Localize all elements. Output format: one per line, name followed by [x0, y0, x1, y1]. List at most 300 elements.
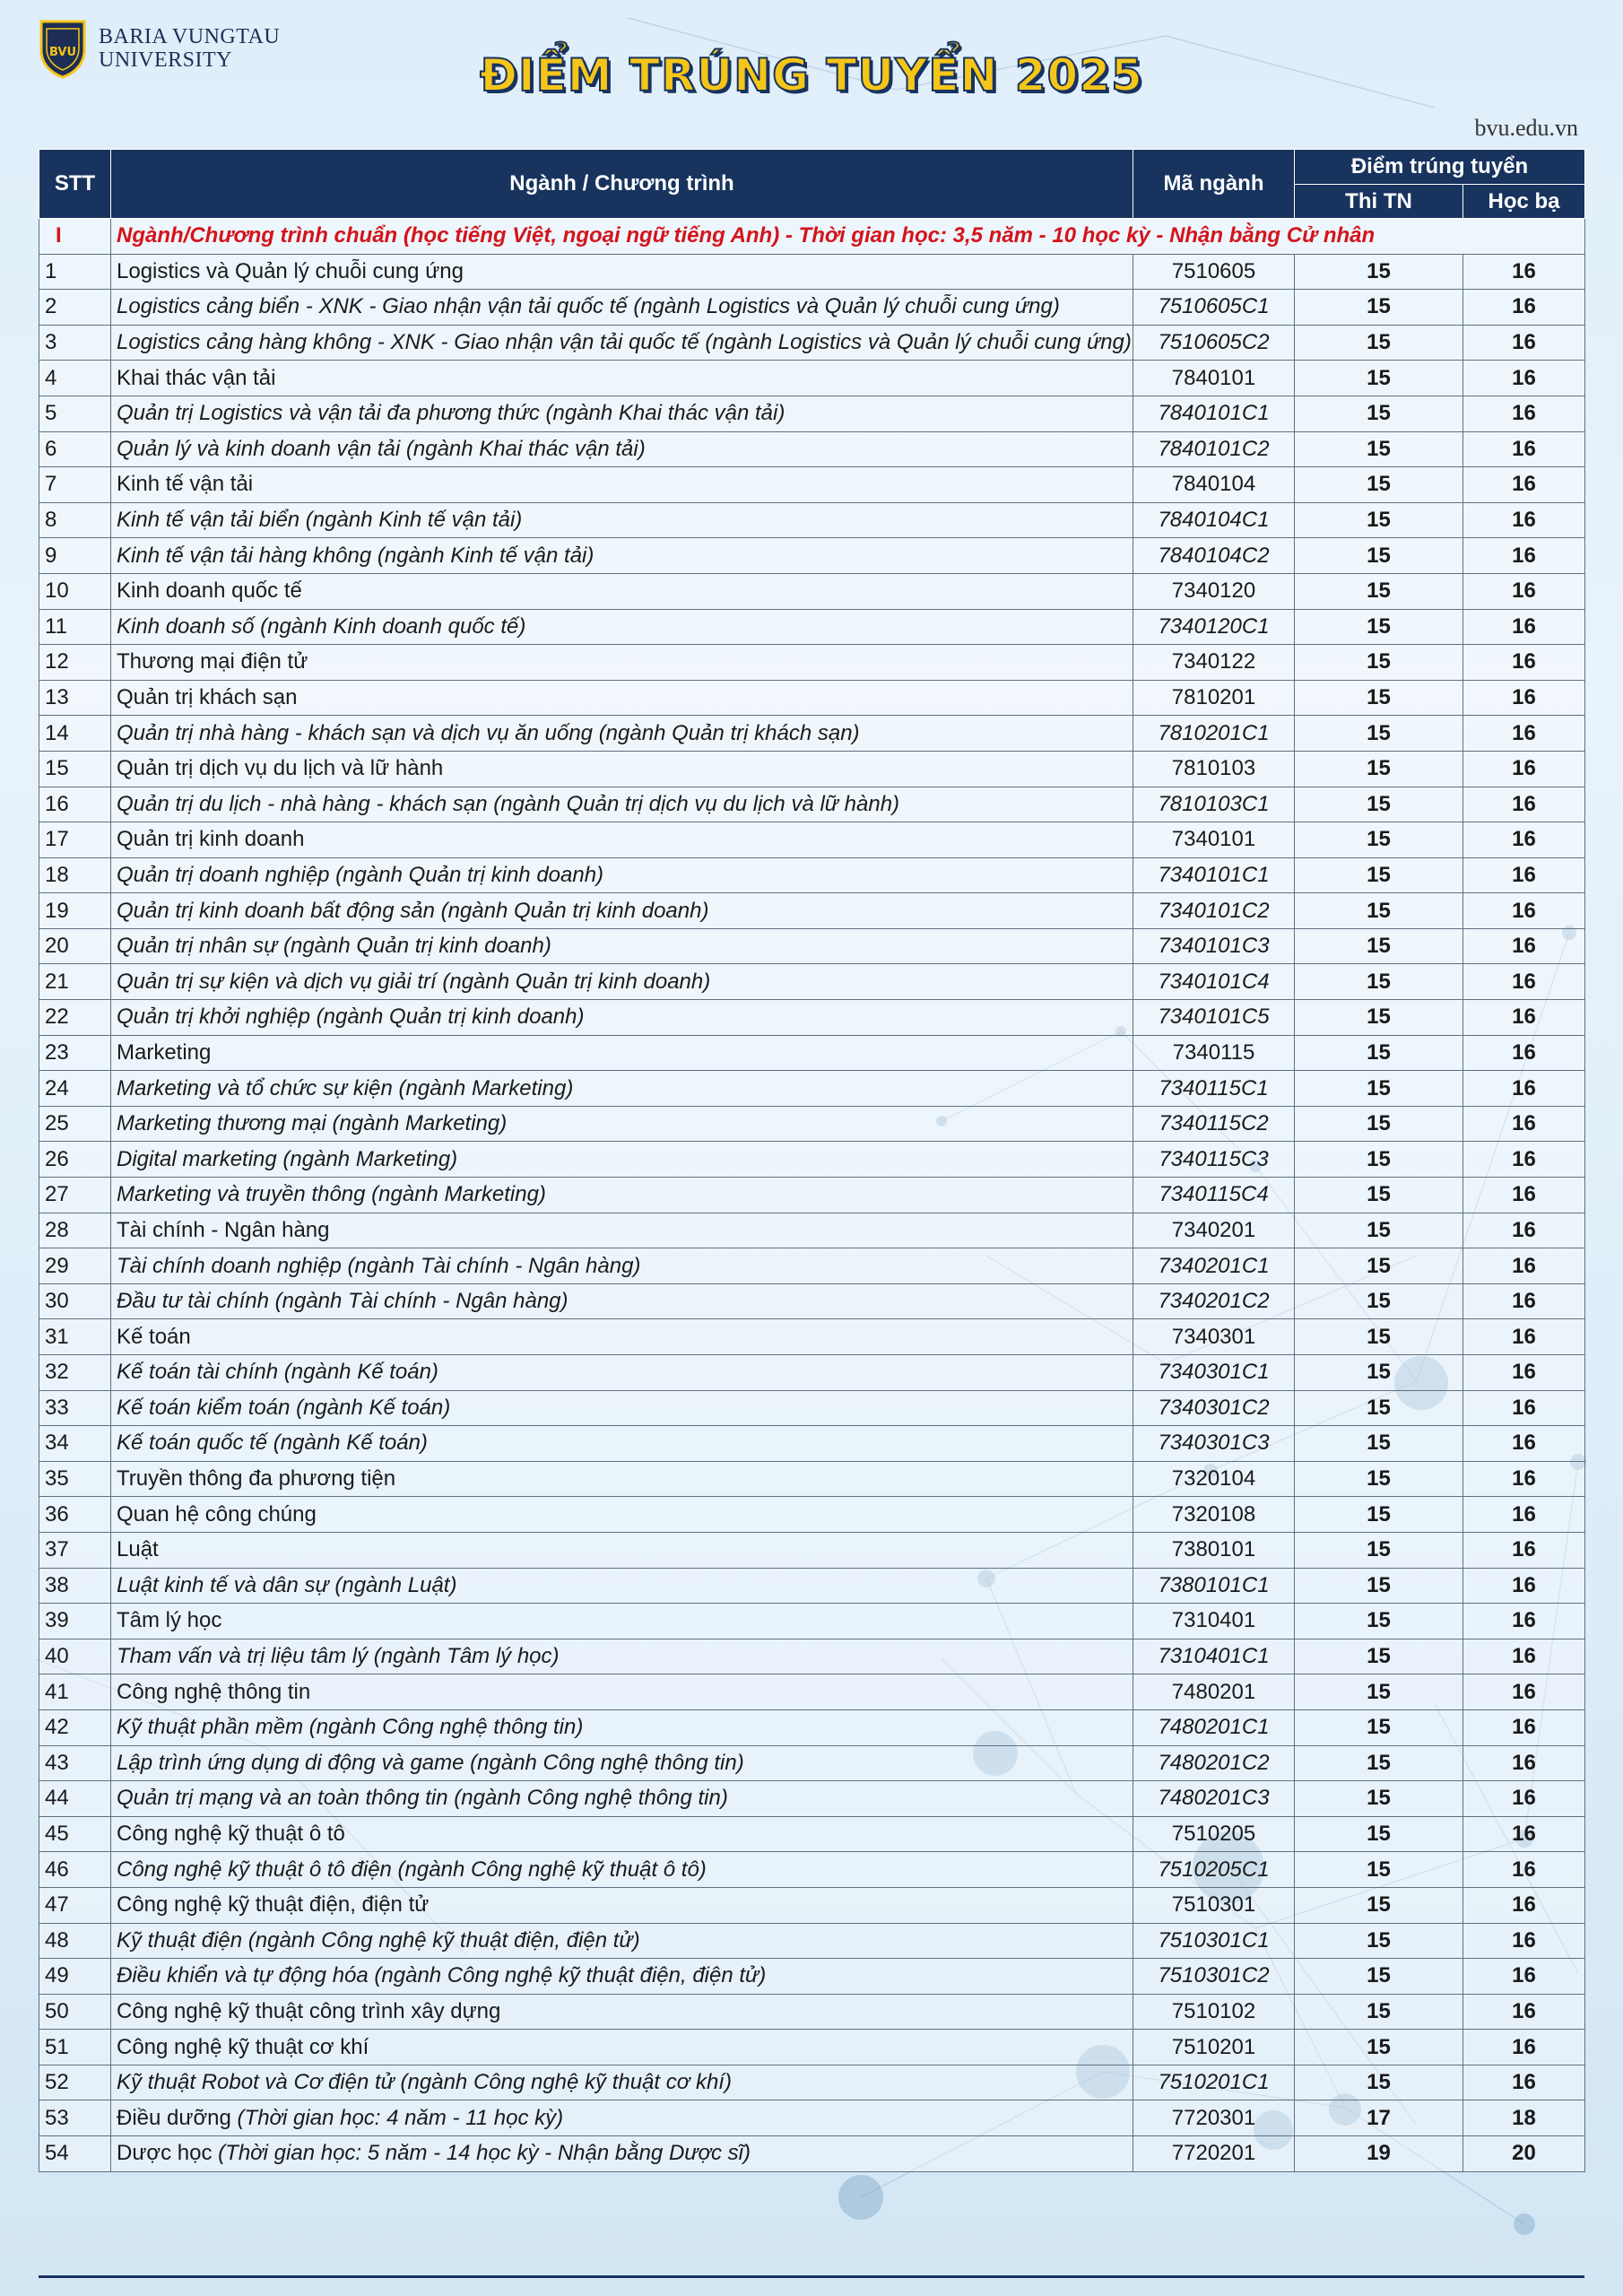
row-number: 48: [39, 1923, 111, 1959]
program-code: 7380101C1: [1133, 1568, 1295, 1604]
table-row: [39, 645, 1585, 681]
row-number: 15: [39, 751, 111, 787]
score-hoc-ba: 16: [1463, 1071, 1585, 1107]
score-thi-tn: 15: [1295, 396, 1463, 431]
program-code: 7840101C2: [1133, 431, 1295, 467]
row-number: 1: [39, 254, 111, 290]
score-thi-tn: 15: [1295, 822, 1463, 858]
table-row: [39, 964, 1585, 1000]
row-number: 29: [39, 1248, 111, 1284]
table-row: [39, 680, 1585, 716]
program-name: Quản trị kinh doanh bất động sản (ngành Quản trị kinh doanh): [111, 893, 1133, 929]
table-row: [39, 325, 1585, 361]
score-thi-tn: 15: [1295, 1994, 1463, 2030]
program-name: Quan hệ công chúng: [111, 1497, 1133, 1533]
program-code: 7340115C2: [1133, 1106, 1295, 1142]
score-thi-tn: 15: [1295, 1816, 1463, 1852]
program-name: Quản trị du lịch - nhà hàng - khách sạn (ngành Quản trị dịch vụ du lịch và lữ hành): [111, 787, 1133, 822]
row-number: 43: [39, 1745, 111, 1781]
table-row: [39, 2100, 1585, 2136]
score-hoc-ba: 16: [1463, 1213, 1585, 1248]
score-thi-tn: 15: [1295, 538, 1463, 574]
row-number: 26: [39, 1142, 111, 1178]
program-name: Marketing và tổ chức sự kiện (ngành Marketing): [111, 1071, 1133, 1107]
score-thi-tn: 15: [1295, 361, 1463, 396]
program-code: 7810103: [1133, 751, 1295, 787]
score-thi-tn: 15: [1295, 1142, 1463, 1178]
header-program: Ngành / Chương trình: [111, 150, 1133, 219]
row-number: 27: [39, 1178, 111, 1213]
score-thi-tn: 15: [1295, 609, 1463, 645]
admission-scores-table: [39, 149, 1585, 2172]
program-code: 7340120: [1133, 573, 1295, 609]
program-code: 7720301: [1133, 2100, 1295, 2136]
score-hoc-ba: 16: [1463, 1709, 1585, 1745]
program-code: 7340201C1: [1133, 1248, 1295, 1284]
score-hoc-ba: 16: [1463, 1319, 1585, 1355]
program-name: Logistics cảng biển - XNK - Giao nhận vận tải quốc tế (ngành Logistics và Quản lý chuỗi cung ứng): [111, 290, 1133, 326]
table-row: [39, 928, 1585, 964]
program-name: Quản trị nhân sự (ngành Quản trị kinh doanh): [111, 928, 1133, 964]
program-name: Công nghệ kỹ thuật công trình xây dựng: [111, 1994, 1133, 2030]
program-name: Công nghệ kỹ thuật ô tô điện (ngành Công nghệ kỹ thuật ô tô): [111, 1852, 1133, 1888]
table-row: [39, 1461, 1585, 1497]
row-number: 39: [39, 1604, 111, 1639]
score-thi-tn: 15: [1295, 964, 1463, 1000]
row-number: 49: [39, 1959, 111, 1995]
score-hoc-ba: 20: [1463, 2136, 1585, 2172]
score-thi-tn: 19: [1295, 2136, 1463, 2172]
score-hoc-ba: 16: [1463, 396, 1585, 431]
score-hoc-ba: 16: [1463, 1283, 1585, 1319]
row-number: 6: [39, 431, 111, 467]
row-number: 21: [39, 964, 111, 1000]
program-code: 7480201: [1133, 1674, 1295, 1710]
program-code: 7380101: [1133, 1532, 1295, 1568]
program-code: 7840101: [1133, 361, 1295, 396]
program-name: Tài chính doanh nghiệp (ngành Tài chính - Ngân hàng): [111, 1248, 1133, 1284]
score-hoc-ba: 16: [1463, 1000, 1585, 1036]
program-code: 7510605C2: [1133, 325, 1295, 361]
score-thi-tn: 15: [1295, 1035, 1463, 1071]
table-row: [39, 1319, 1585, 1355]
program-name: Kinh doanh quốc tế: [111, 573, 1133, 609]
score-hoc-ba: 16: [1463, 2065, 1585, 2100]
score-hoc-ba: 16: [1463, 1959, 1585, 1995]
table-row: [39, 431, 1585, 467]
program-name: Kế toán: [111, 1319, 1133, 1355]
section-label: Ngành/Chương trình chuẩn (học tiếng Việt, ngoại ngữ tiếng Anh) - Thời gian học: 3,5 năm - 10 học kỳ - Nhận bằng Cử nhân: [111, 219, 1585, 255]
row-number: 32: [39, 1355, 111, 1391]
score-thi-tn: 15: [1295, 254, 1463, 290]
score-hoc-ba: 16: [1463, 1852, 1585, 1888]
score-hoc-ba: 16: [1463, 1142, 1585, 1178]
program-name: Kinh tế vận tải: [111, 467, 1133, 503]
program-name-text: Dược học: [117, 2141, 213, 2166]
table-row: [39, 2030, 1585, 2066]
row-number: 40: [39, 1639, 111, 1674]
score-hoc-ba: 16: [1463, 1781, 1585, 1817]
score-thi-tn: 15: [1295, 1497, 1463, 1533]
program-name: Luật: [111, 1532, 1133, 1568]
table-row: [39, 538, 1585, 574]
score-hoc-ba: 16: [1463, 1568, 1585, 1604]
row-number: 2: [39, 290, 111, 326]
program-name: Quản trị sự kiện và dịch vụ giải trí (ngành Quản trị kinh doanh): [111, 964, 1133, 1000]
score-hoc-ba: 16: [1463, 1887, 1585, 1923]
score-hoc-ba: 16: [1463, 1639, 1585, 1674]
program-name: Công nghệ kỹ thuật điện, điện tử: [111, 1887, 1133, 1923]
program-code: 7480201C1: [1133, 1709, 1295, 1745]
program-code: 7510205C1: [1133, 1852, 1295, 1888]
program-code: 7510301C2: [1133, 1959, 1295, 1995]
score-hoc-ba: 16: [1463, 1816, 1585, 1852]
row-number: 25: [39, 1106, 111, 1142]
page-title: ĐIỂM TRÚNG TUYỂN 2025: [480, 49, 1143, 101]
row-number: 51: [39, 2030, 111, 2066]
program-code: 7340101C5: [1133, 1000, 1295, 1036]
row-number: 44: [39, 1781, 111, 1817]
section-row: [39, 219, 1585, 255]
score-thi-tn: 15: [1295, 467, 1463, 503]
score-thi-tn: 15: [1295, 1426, 1463, 1462]
row-number: 41: [39, 1674, 111, 1710]
program-code: 7840104: [1133, 467, 1295, 503]
program-code: 7340301C3: [1133, 1426, 1295, 1462]
program-code: 7340101: [1133, 822, 1295, 858]
table-row: [39, 1923, 1585, 1959]
table-row: [39, 1497, 1585, 1533]
program-code: 7840104C1: [1133, 502, 1295, 538]
score-thi-tn: 15: [1295, 680, 1463, 716]
score-thi-tn: 15: [1295, 1319, 1463, 1355]
score-hoc-ba: 16: [1463, 822, 1585, 858]
program-name: Kinh tế vận tải biển (ngành Kinh tế vận tải): [111, 502, 1133, 538]
program-duration-note: (Thời gian học: 5 năm - 14 học kỳ - Nhận bằng Dược sĩ): [218, 2141, 751, 2166]
table-row: [39, 1781, 1585, 1817]
program-name: Marketing thương mại (ngành Marketing): [111, 1106, 1133, 1142]
program-code: 7340201: [1133, 1213, 1295, 1248]
program-code: 7480201C2: [1133, 1745, 1295, 1781]
program-code: 7320108: [1133, 1497, 1295, 1533]
program-code: 7340101C2: [1133, 893, 1295, 929]
program-code: 7510301: [1133, 1887, 1295, 1923]
program-name: Quản trị dịch vụ du lịch và lữ hành: [111, 751, 1133, 787]
score-hoc-ba: 16: [1463, 1248, 1585, 1284]
table-row: [39, 751, 1585, 787]
score-thi-tn: 15: [1295, 1568, 1463, 1604]
score-thi-tn: 15: [1295, 787, 1463, 822]
logo-badge-text: BVU: [49, 46, 76, 59]
row-number: 17: [39, 822, 111, 858]
table-row: [39, 1674, 1585, 1710]
score-hoc-ba: 16: [1463, 467, 1585, 503]
table-row: [39, 609, 1585, 645]
program-code: 7340101C3: [1133, 928, 1295, 964]
header-code: Mã ngành: [1133, 150, 1295, 219]
score-hoc-ba: 16: [1463, 680, 1585, 716]
header-hoc-ba: Học bạ: [1463, 185, 1585, 219]
score-hoc-ba: 16: [1463, 502, 1585, 538]
score-thi-tn: 15: [1295, 1355, 1463, 1391]
score-hoc-ba: 16: [1463, 609, 1585, 645]
score-thi-tn: 15: [1295, 1745, 1463, 1781]
program-name: Kế toán kiểm toán (ngành Kế toán): [111, 1390, 1133, 1426]
score-thi-tn: 15: [1295, 1283, 1463, 1319]
row-number: 16: [39, 787, 111, 822]
score-thi-tn: 15: [1295, 1923, 1463, 1959]
score-hoc-ba: 16: [1463, 1745, 1585, 1781]
program-name: Kinh tế vận tải hàng không (ngành Kinh tế vận tải): [111, 538, 1133, 574]
score-hoc-ba: 16: [1463, 1994, 1585, 2030]
score-hoc-ba: 16: [1463, 751, 1585, 787]
table-row: [39, 1213, 1585, 1248]
table-row: [39, 290, 1585, 326]
score-thi-tn: 15: [1295, 1178, 1463, 1213]
program-name: Tài chính - Ngân hàng: [111, 1213, 1133, 1248]
table-row: [39, 2136, 1585, 2172]
table-row: [39, 1568, 1585, 1604]
program-code: 7510102: [1133, 1994, 1295, 2030]
table-row: [39, 1035, 1585, 1071]
program-code: 7720201: [1133, 2136, 1295, 2172]
row-number: 18: [39, 857, 111, 893]
program-name: Quản trị nhà hàng - khách sạn và dịch vụ ăn uống (ngành Quản trị khách sạn): [111, 716, 1133, 752]
table-row: [39, 1532, 1585, 1568]
program-name: Marketing: [111, 1035, 1133, 1071]
program-code: 7340301C2: [1133, 1390, 1295, 1426]
score-thi-tn: 15: [1295, 1781, 1463, 1817]
score-hoc-ba: 16: [1463, 1106, 1585, 1142]
score-hoc-ba: 16: [1463, 645, 1585, 681]
score-hoc-ba: 16: [1463, 573, 1585, 609]
score-thi-tn: 15: [1295, 1604, 1463, 1639]
program-name: Quản trị Logistics và vận tải đa phương thức (ngành Khai thác vận tải): [111, 396, 1133, 431]
score-hoc-ba: 16: [1463, 928, 1585, 964]
table-row: [39, 1994, 1585, 2030]
program-name: Marketing và truyền thông (ngành Marketing): [111, 1178, 1133, 1213]
table-row: [39, 1355, 1585, 1391]
row-number: 46: [39, 1852, 111, 1888]
row-number: 38: [39, 1568, 111, 1604]
score-thi-tn: 15: [1295, 502, 1463, 538]
row-number: 42: [39, 1709, 111, 1745]
program-name: Công nghệ kỹ thuật cơ khí: [111, 2030, 1133, 2066]
table-row: [39, 1142, 1585, 1178]
program-name: Lập trình ứng dụng di động và game (ngành Công nghệ thông tin): [111, 1745, 1133, 1781]
program-name: Tham vấn và trị liệu tâm lý (ngành Tâm lý học): [111, 1639, 1133, 1674]
row-number: 22: [39, 1000, 111, 1036]
score-hoc-ba: 16: [1463, 431, 1585, 467]
program-name: Thương mại điện tử: [111, 645, 1133, 681]
score-thi-tn: 15: [1295, 1674, 1463, 1710]
score-thi-tn: 15: [1295, 431, 1463, 467]
program-name-text: Điều dưỡng: [117, 2105, 231, 2130]
score-hoc-ba: 16: [1463, 1923, 1585, 1959]
program-code: 7810201: [1133, 680, 1295, 716]
row-number: 19: [39, 893, 111, 929]
row-number: 12: [39, 645, 111, 681]
program-code: 7510605: [1133, 254, 1295, 290]
program-code: 7510201C1: [1133, 2065, 1295, 2100]
table-row: [39, 573, 1585, 609]
header-score-group: Điểm trúng tuyển: [1295, 150, 1585, 185]
row-number: 47: [39, 1887, 111, 1923]
program-name: Kỹ thuật phần mềm (ngành Công nghệ thông tin): [111, 1709, 1133, 1745]
score-hoc-ba: 16: [1463, 1532, 1585, 1568]
row-number: 5: [39, 396, 111, 431]
score-thi-tn: 15: [1295, 857, 1463, 893]
row-number: 50: [39, 1994, 111, 2030]
program-code: 7340122: [1133, 645, 1295, 681]
row-number: 13: [39, 680, 111, 716]
table-row: [39, 1709, 1585, 1745]
table-row: [39, 254, 1585, 290]
table-row: [39, 822, 1585, 858]
program-name: Kinh doanh số (ngành Kinh doanh quốc tế): [111, 609, 1133, 645]
table-row: [39, 787, 1585, 822]
table-row: [39, 1390, 1585, 1426]
row-number: 45: [39, 1816, 111, 1852]
program-name: Tâm lý học: [111, 1604, 1133, 1639]
program-name: Logistics cảng hàng không - XNK - Giao nhận vận tải quốc tế (ngành Logistics và Quản lý chuỗi cung ứng): [111, 325, 1133, 361]
program-code: 7310401: [1133, 1604, 1295, 1639]
program-code: 7340115C1: [1133, 1071, 1295, 1107]
score-thi-tn: 15: [1295, 893, 1463, 929]
row-number: 35: [39, 1461, 111, 1497]
program-name: Công nghệ kỹ thuật ô tô: [111, 1816, 1133, 1852]
program-code: 7510301C1: [1133, 1923, 1295, 1959]
row-number: 30: [39, 1283, 111, 1319]
program-code: 7340115C3: [1133, 1142, 1295, 1178]
row-number: 34: [39, 1426, 111, 1462]
table-row: [39, 467, 1585, 503]
program-name: Quản trị doanh nghiệp (ngành Quản trị kinh doanh): [111, 857, 1133, 893]
program-name: [111, 2136, 1133, 2172]
score-hoc-ba: 16: [1463, 1426, 1585, 1462]
program-code: 7840104C2: [1133, 538, 1295, 574]
program-code: 7480201C3: [1133, 1781, 1295, 1817]
row-number: 10: [39, 573, 111, 609]
score-hoc-ba: 16: [1463, 361, 1585, 396]
score-hoc-ba: 16: [1463, 290, 1585, 326]
row-number: 53: [39, 2100, 111, 2136]
score-thi-tn: 15: [1295, 645, 1463, 681]
program-duration-note: (Thời gian học: 4 năm - 11 học kỳ): [237, 2105, 564, 2130]
score-thi-tn: 15: [1295, 573, 1463, 609]
row-number: 14: [39, 716, 111, 752]
program-code: 7340101C1: [1133, 857, 1295, 893]
row-number: 37: [39, 1532, 111, 1568]
table-row: [39, 361, 1585, 396]
row-number: 33: [39, 1390, 111, 1426]
score-hoc-ba: 16: [1463, 1035, 1585, 1071]
score-hoc-ba: 16: [1463, 1461, 1585, 1497]
table-row: [39, 857, 1585, 893]
logo-line-2: UNIVERSITY: [99, 48, 232, 72]
score-hoc-ba: 16: [1463, 1355, 1585, 1391]
score-thi-tn: 15: [1295, 1959, 1463, 1995]
table-row: [39, 1852, 1585, 1888]
program-code: 7840101C1: [1133, 396, 1295, 431]
header-thi-tn: Thi TN: [1295, 185, 1463, 219]
score-thi-tn: 15: [1295, 290, 1463, 326]
score-thi-tn: 15: [1295, 1461, 1463, 1497]
score-thi-tn: 15: [1295, 1709, 1463, 1745]
score-hoc-ba: 16: [1463, 1390, 1585, 1426]
program-code: 7340115: [1133, 1035, 1295, 1071]
score-thi-tn: 17: [1295, 2100, 1463, 2136]
program-name: Đầu tư tài chính (ngành Tài chính - Ngân hàng): [111, 1283, 1133, 1319]
program-name: Điều khiển và tự động hóa (ngành Công nghệ kỹ thuật điện, điện tử): [111, 1959, 1133, 1995]
program-code: 7510605C1: [1133, 290, 1295, 326]
score-hoc-ba: 16: [1463, 1674, 1585, 1710]
program-code: 7310401C1: [1133, 1639, 1295, 1674]
bottom-divider: [39, 2275, 1584, 2278]
table-row: [39, 1816, 1585, 1852]
program-name: Digital marketing (ngành Marketing): [111, 1142, 1133, 1178]
score-hoc-ba: 16: [1463, 2030, 1585, 2066]
program-name: Kỹ thuật Robot và Cơ điện tử (ngành Công nghệ kỹ thuật cơ khí): [111, 2065, 1133, 2100]
score-thi-tn: 15: [1295, 1390, 1463, 1426]
program-code: 7340201C2: [1133, 1283, 1295, 1319]
table-row: [39, 1426, 1585, 1462]
program-name: Kế toán tài chính (ngành Kế toán): [111, 1355, 1133, 1391]
score-thi-tn: 15: [1295, 1000, 1463, 1036]
score-hoc-ba: 16: [1463, 893, 1585, 929]
score-thi-tn: 15: [1295, 928, 1463, 964]
row-number: 52: [39, 2065, 111, 2100]
score-thi-tn: 15: [1295, 1887, 1463, 1923]
website-link[interactable]: bvu.edu.vn: [1474, 115, 1578, 141]
logo-line-1: BARIA VUNGTAU: [99, 25, 281, 48]
score-hoc-ba: 16: [1463, 716, 1585, 752]
row-number: 31: [39, 1319, 111, 1355]
table-row: [39, 893, 1585, 929]
row-number: 54: [39, 2136, 111, 2172]
score-thi-tn: 15: [1295, 716, 1463, 752]
header-stt: STT: [39, 150, 111, 219]
table-row: [39, 1745, 1585, 1781]
table-row: [39, 1248, 1585, 1284]
program-code: 7810201C1: [1133, 716, 1295, 752]
program-name: Luật kinh tế và dân sự (ngành Luật): [111, 1568, 1133, 1604]
score-thi-tn: 15: [1295, 1852, 1463, 1888]
program-name: Quản trị khởi nghiệp (ngành Quản trị kinh doanh): [111, 1000, 1133, 1036]
score-hoc-ba: 16: [1463, 787, 1585, 822]
program-name: Công nghệ thông tin: [111, 1674, 1133, 1710]
row-number: 20: [39, 928, 111, 964]
table-row: [39, 1000, 1585, 1036]
program-name: Quản trị mạng và an toàn thông tin (ngành Công nghệ thông tin): [111, 1781, 1133, 1817]
program-name: [111, 2100, 1133, 2136]
table-row: [39, 1283, 1585, 1319]
score-hoc-ba: 16: [1463, 964, 1585, 1000]
program-code: 7340301C1: [1133, 1355, 1295, 1391]
row-number: 8: [39, 502, 111, 538]
score-hoc-ba: 16: [1463, 254, 1585, 290]
program-code: 7340120C1: [1133, 609, 1295, 645]
program-code: 7320104: [1133, 1461, 1295, 1497]
program-code: 7810103C1: [1133, 787, 1295, 822]
program-code: 7510201: [1133, 2030, 1295, 2066]
score-hoc-ba: 16: [1463, 1497, 1585, 1533]
table-row: [39, 1959, 1585, 1995]
score-thi-tn: 15: [1295, 2065, 1463, 2100]
program-code: 7510205: [1133, 1816, 1295, 1852]
score-hoc-ba: 16: [1463, 538, 1585, 574]
score-thi-tn: 15: [1295, 1071, 1463, 1107]
